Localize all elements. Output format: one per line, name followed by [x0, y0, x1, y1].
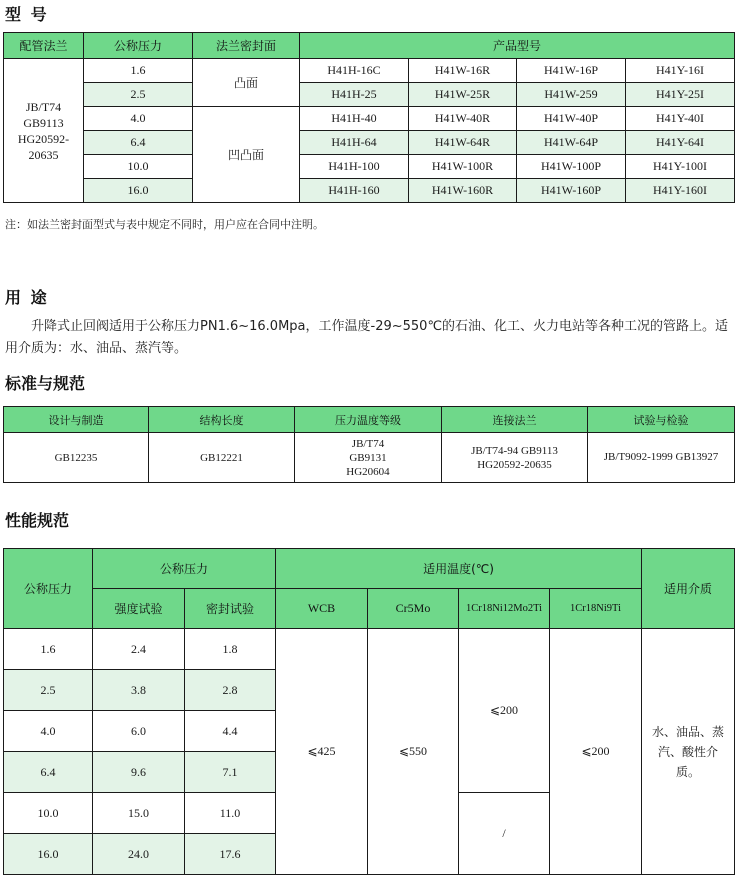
standard-cell: JB/T74 GB9131 HG20604 — [295, 433, 442, 483]
standard-cell: GB12235 — [4, 433, 149, 483]
strength-cell: 9.6 — [93, 752, 185, 793]
model-cell: H41W-100P — [517, 155, 626, 179]
header-material-1cr18ni12mo2ti: 1Cr18Ni12Mo2Ti — [459, 589, 550, 629]
medium-cell: 水、油品、蒸汽、酸性介质。 — [642, 629, 735, 875]
performance-table — [3, 548, 735, 875]
header-temperature-group: 适用温度(℃) — [276, 549, 642, 589]
table-row — [4, 433, 735, 483]
model-cell: H41W-160R — [409, 179, 517, 203]
strength-cell: 2.4 — [93, 629, 185, 670]
table-row — [4, 59, 735, 83]
header-nominal-pressure: 公称压力 — [4, 549, 93, 629]
usage-section-title: 用 途 — [5, 288, 49, 307]
model-cell: H41W-40P — [517, 107, 626, 131]
header-test: 试验与检验 — [588, 407, 735, 433]
pressure-cell: 16.0 — [84, 179, 193, 203]
model-cell: H41W-25R — [409, 83, 517, 107]
temp-mo2ti-upper-cell: ⩽200 — [459, 629, 550, 793]
model-cell: H41Y-16I — [626, 59, 735, 83]
seal-cell: 2.8 — [185, 670, 276, 711]
model-cell: H41H-160 — [300, 179, 409, 203]
header-seal-test: 密封试验 — [185, 589, 276, 629]
model-cell: H41Y-160I — [626, 179, 735, 203]
model-cell: H41W-160P — [517, 179, 626, 203]
header-pressure: 公称压力 — [84, 33, 193, 59]
model-cell: H41W-16R — [409, 59, 517, 83]
header-product-model: 产品型号 — [300, 33, 735, 59]
standard-cell: JB/T74-94 GB9113 HG20592-20635 — [442, 433, 588, 483]
header-material-cr5mo: Cr5Mo — [368, 589, 459, 629]
model-cell: H41W-259 — [517, 83, 626, 107]
model-table — [3, 32, 735, 203]
seal-cell: 4.4 — [185, 711, 276, 752]
header-pt-rating: 压力温度等级 — [295, 407, 442, 433]
seal-cell: 7.1 — [185, 752, 276, 793]
strength-cell: 3.8 — [93, 670, 185, 711]
model-cell: H41H-16C — [300, 59, 409, 83]
standards-section-title: 标准与规范 — [5, 374, 86, 393]
pressure-cell: 10.0 — [84, 155, 193, 179]
pressure-cell: 10.0 — [4, 793, 93, 834]
model-cell: H41H-40 — [300, 107, 409, 131]
pressure-cell: 2.5 — [4, 670, 93, 711]
pressure-cell: 16.0 — [4, 834, 93, 875]
model-cell: H41W-40R — [409, 107, 517, 131]
seal-face-cell: 凹凸面 — [193, 107, 300, 203]
table-row — [4, 107, 735, 131]
pressure-cell: 4.0 — [84, 107, 193, 131]
model-cell: H41H-64 — [300, 131, 409, 155]
temp-cr5mo-cell: ⩽550 — [368, 629, 459, 875]
table-row — [4, 131, 735, 155]
header-seal-face: 法兰密封面 — [193, 33, 300, 59]
header-connection: 连接法兰 — [442, 407, 588, 433]
model-cell: H41Y-40I — [626, 107, 735, 131]
model-cell: H41Y-64I — [626, 131, 735, 155]
pressure-cell: 1.6 — [84, 59, 193, 83]
header-length: 结构长度 — [149, 407, 295, 433]
strength-cell: 6.0 — [93, 711, 185, 752]
table-row — [4, 179, 735, 203]
standard-cell: GB12221 — [149, 433, 295, 483]
model-cell: H41W-16P — [517, 59, 626, 83]
seal-cell: 1.8 — [185, 629, 276, 670]
model-cell: H41W-100R — [409, 155, 517, 179]
usage-paragraph: 升降式止回阀适用于公称压力PN1.6~16.0Mpa，工作温度-29~550℃的石油、化工、火力电站等各种工况的管路上。适用介质为：水、油品、蒸汽等。 — [5, 319, 729, 356]
pressure-cell: 6.4 — [84, 131, 193, 155]
flange-standards-cell: JB/T74 GB9113 HG20592-20635 — [4, 59, 84, 203]
model-cell: H41Y-25I — [626, 83, 735, 107]
standard-cell: JB/T9092-1999 GB13927 — [588, 433, 735, 483]
strength-cell: 24.0 — [93, 834, 185, 875]
temp-ni9ti-cell: ⩽200 — [550, 629, 642, 875]
header-design: 设计与制造 — [4, 407, 149, 433]
header-strength-test: 强度试验 — [93, 589, 185, 629]
pressure-cell: 2.5 — [84, 83, 193, 107]
seal-cell: 17.6 — [185, 834, 276, 875]
temp-mo2ti-lower-cell: / — [459, 793, 550, 875]
pressure-cell: 1.6 — [4, 629, 93, 670]
model-cell: H41W-64P — [517, 131, 626, 155]
table-row — [4, 155, 735, 179]
table-row — [4, 83, 735, 107]
model-section-title: 型 号 — [5, 5, 49, 24]
table-row — [4, 629, 735, 670]
header-flange: 配管法兰 — [4, 33, 84, 59]
model-cell: H41H-100 — [300, 155, 409, 179]
header-material-1cr18ni9ti: 1Cr18Ni9Ti — [550, 589, 642, 629]
header-material-wcb: WCB — [276, 589, 368, 629]
model-cell: H41W-64R — [409, 131, 517, 155]
model-cell: H41Y-100I — [626, 155, 735, 179]
seal-face-cell: 凸面 — [193, 59, 300, 107]
header-test-pressure-group: 公称压力 — [93, 549, 276, 589]
performance-section-title: 性能规范 — [5, 511, 70, 530]
temp-wcb-cell: ⩽425 — [276, 629, 368, 875]
pressure-cell: 4.0 — [4, 711, 93, 752]
standards-table — [3, 406, 735, 483]
model-cell: H41H-25 — [300, 83, 409, 107]
model-note: 注：如法兰密封面型式与表中规定不同时，用户应在合同中注明。 — [5, 218, 324, 231]
header-medium: 适用介质 — [642, 549, 735, 629]
seal-cell: 11.0 — [185, 793, 276, 834]
strength-cell: 15.0 — [93, 793, 185, 834]
pressure-cell: 6.4 — [4, 752, 93, 793]
